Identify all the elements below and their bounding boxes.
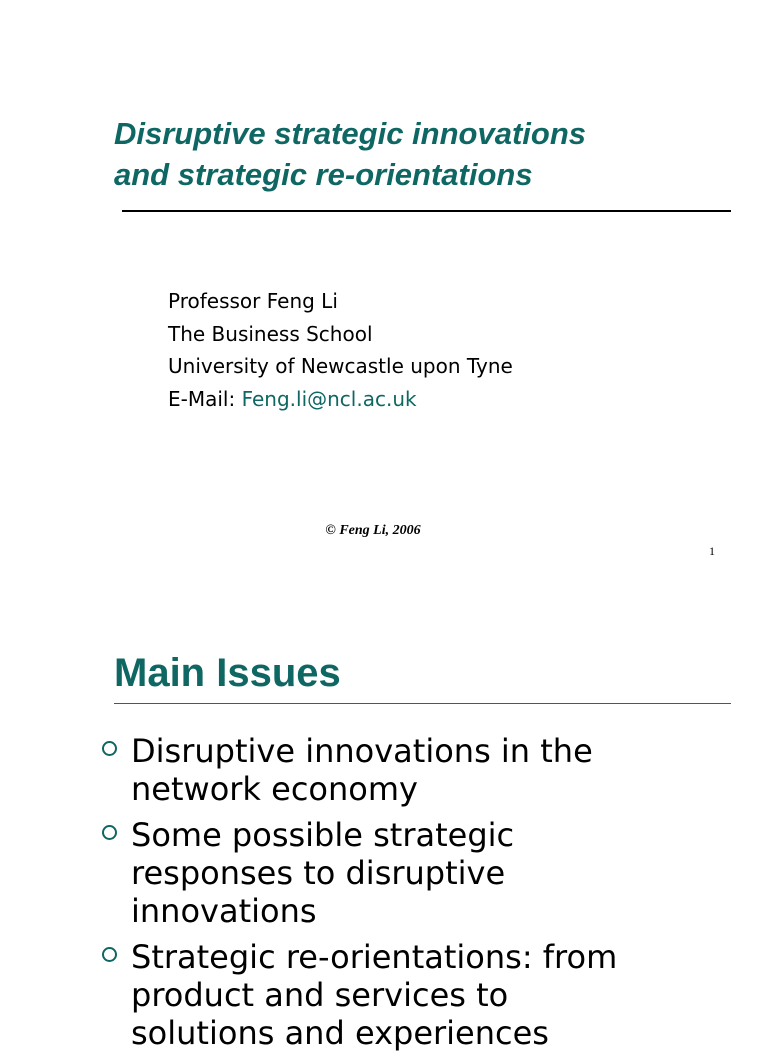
slide1-title-line-2: and strategic re-orientations [114, 157, 533, 192]
author-university: University of Newcastle upon Tyne [168, 354, 513, 378]
slide1-title-line-1: Disruptive strategic innovations [114, 116, 586, 151]
slide2-title-divider [114, 703, 731, 704]
bullet-3-line-1: Strategic re-orientations: from [131, 938, 618, 976]
email-link[interactable]: Feng.li@ncl.ac.uk [241, 386, 417, 411]
issues-list [102, 732, 742, 1060]
author-block [168, 285, 513, 415]
circle-bullet-icon [102, 741, 117, 756]
author-department: The Business School [168, 321, 373, 346]
copyright-notice: © Feng Li, 2006 [325, 523, 421, 538]
bullet-2-line-2: responses to disruptive [131, 854, 506, 892]
author-email-row [168, 383, 513, 416]
bullet-3-line-3: solutions and experiences [131, 1014, 549, 1052]
circle-bullet-icon [102, 947, 117, 962]
bullet-3-line-2: product and services to [131, 976, 509, 1014]
list-item [102, 732, 742, 808]
slide1-title [114, 113, 734, 195]
list-item [102, 816, 742, 930]
slide2-title: Main Issues [114, 651, 341, 695]
page-number: 1 [709, 544, 715, 558]
title-divider [122, 210, 731, 212]
bullet-1-line-1: Disruptive innovations in the [131, 732, 593, 770]
list-item [102, 938, 742, 1052]
bullet-2-line-1: Some possible strategic [131, 816, 515, 854]
author-name: Professor Feng Li [168, 289, 338, 313]
bullet-1-line-2: network economy [131, 770, 418, 808]
circle-bullet-icon [102, 825, 117, 840]
email-label: E-Mail: [168, 386, 242, 411]
bullet-2-line-3: innovations [131, 892, 317, 930]
